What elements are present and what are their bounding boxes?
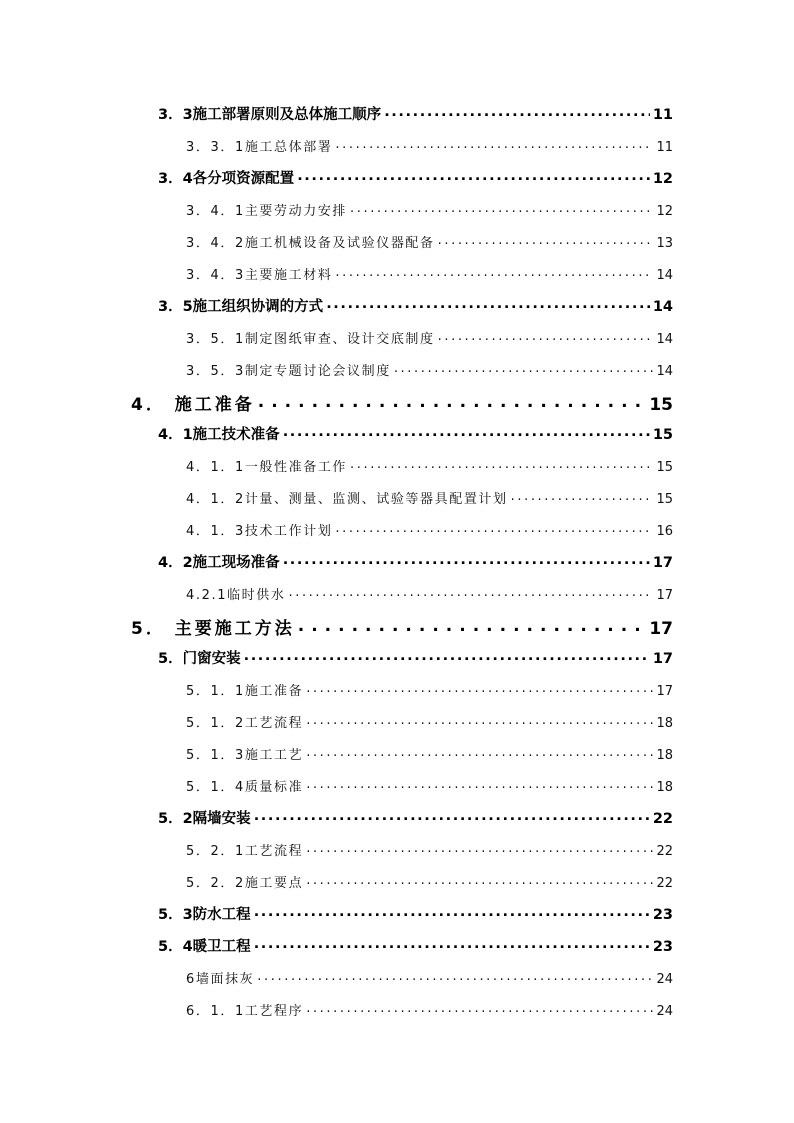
toc-entry-title: 5．1．1施工准备	[186, 684, 304, 699]
dot-leader	[254, 904, 650, 920]
dot-leader	[254, 936, 650, 952]
toc-entry-page: 14	[656, 364, 673, 379]
toc-entry-title: 6墙面抹灰	[186, 972, 255, 987]
dot-leader	[335, 265, 653, 280]
toc-entry-title: 5．门窗安装	[158, 651, 241, 667]
toc-entry-page: 12	[652, 171, 673, 187]
toc-entry-title: 3．4．3主要施工材料	[186, 268, 333, 283]
dot-leader	[438, 329, 654, 344]
toc-entry-page: 18	[656, 716, 673, 731]
dot-leader	[257, 969, 653, 984]
dot-leader	[438, 233, 654, 248]
toc-entry[interactable]	[186, 872, 673, 891]
toc-entry[interactable]	[186, 680, 673, 699]
toc-entry[interactable]	[186, 584, 673, 603]
toc-entry-title: 4． 施工准备	[131, 395, 255, 415]
toc-entry[interactable]	[186, 1000, 673, 1019]
toc-entry-page: 17	[656, 588, 673, 603]
toc-chapter[interactable]	[131, 390, 673, 415]
toc-entry-page: 23	[652, 939, 673, 955]
toc-entry-page: 18	[656, 780, 673, 795]
toc-entry[interactable]	[186, 136, 673, 155]
dot-leader	[335, 521, 653, 536]
toc-entry-title: 4．1施工技术准备	[158, 427, 280, 443]
dot-leader	[254, 808, 650, 824]
dot-leader	[306, 713, 653, 728]
toc-entry[interactable]	[186, 968, 673, 987]
toc-entry-title: 3．5．3制定专题讨论会议制度	[186, 364, 391, 379]
dot-leader	[283, 552, 650, 568]
toc-entry[interactable]	[186, 264, 673, 283]
toc-entry-title: 6．1．1工艺程序	[186, 1004, 304, 1019]
toc-entry[interactable]	[158, 935, 673, 956]
toc-entry[interactable]	[186, 232, 673, 251]
toc-entry[interactable]	[158, 647, 673, 668]
toc-entry-title: 5．2隔墙安装	[158, 811, 251, 827]
toc-entry-title: 5．1．3施工工艺	[186, 748, 304, 763]
toc-entry[interactable]	[186, 744, 673, 763]
toc-entry-title: 3．5施工组织协调的方式	[158, 299, 324, 315]
dot-leader	[306, 681, 653, 696]
toc-entry-title: 4．1．2计量、测量、监测、试验等器具配置计划	[186, 492, 508, 507]
toc-entry[interactable]	[186, 200, 673, 219]
toc-entry[interactable]	[186, 520, 673, 539]
toc-entry-page: 17	[652, 651, 673, 667]
toc-entry-title: 5．3防水工程	[158, 907, 251, 923]
toc-entry-page: 13	[656, 236, 673, 251]
dot-leader	[283, 424, 650, 440]
toc-entry[interactable]	[158, 167, 673, 188]
toc-entry-page: 14	[652, 299, 673, 315]
toc-entry-page: 23	[652, 907, 673, 923]
toc-entry[interactable]	[158, 103, 673, 124]
dot-leader	[306, 777, 653, 792]
toc-entry-title: 3．3施工部署原则及总体施工顺序	[158, 107, 382, 123]
toc-entry-title: 5．1．4质量标准	[186, 780, 304, 795]
toc-entry-page: 22	[656, 844, 673, 859]
toc-entry-page: 17	[649, 619, 673, 639]
toc-entry-page: 14	[656, 332, 673, 347]
toc-entry[interactable]	[158, 295, 673, 316]
toc-entry[interactable]	[158, 423, 673, 444]
toc-entry-page: 16	[656, 524, 673, 539]
toc-chapter[interactable]	[131, 614, 673, 639]
toc-entry-title: 5．1．2工艺流程	[186, 716, 304, 731]
toc-entry-page: 11	[652, 107, 673, 123]
dot-leader	[306, 841, 653, 856]
dot-leader	[394, 361, 654, 376]
toc-entry-page: 15	[649, 395, 673, 415]
toc-entry-page: 17	[656, 684, 673, 699]
toc-entry[interactable]	[186, 776, 673, 795]
toc-entry-title: 3．4．2施工机械设备及试验仪器配备	[186, 236, 435, 251]
dot-leader	[511, 489, 654, 504]
toc-entry-title: 5． 主要施工方法	[131, 619, 295, 639]
toc-entry-title: 5．2．2施工要点	[186, 876, 304, 891]
dot-leader	[306, 1001, 653, 1016]
toc-entry[interactable]	[186, 456, 673, 475]
toc-entry-page: 24	[656, 972, 673, 987]
dot-leader	[306, 745, 653, 760]
toc-entry[interactable]	[186, 488, 673, 507]
dot-leader	[244, 648, 650, 664]
toc-entry-title: 3．4．1主要劳动力安排	[186, 204, 348, 219]
toc-entry-page: 18	[656, 748, 673, 763]
toc-entry[interactable]	[158, 807, 673, 828]
toc-entry-page: 22	[652, 811, 673, 827]
toc-entry-title: 3．5．1制定图纸审查、设计交底制度	[186, 332, 435, 347]
toc-entry-page: 14	[656, 268, 673, 283]
toc-entry-page: 12	[656, 204, 673, 219]
toc-entry-page: 15	[652, 427, 673, 443]
toc-entry-title: 3．3．1施工总体部署	[186, 140, 333, 155]
toc-entry-page: 15	[656, 460, 673, 475]
dot-leader	[298, 616, 647, 636]
dot-leader	[288, 585, 653, 600]
dot-leader	[350, 201, 653, 216]
toc-entry-page: 17	[652, 555, 673, 571]
toc-entry-page: 22	[656, 876, 673, 891]
toc-entry-title: 5．4暖卫工程	[158, 939, 251, 955]
toc-entry[interactable]	[158, 551, 673, 572]
dot-leader	[326, 296, 650, 312]
toc-entry-title: 5．2．1工艺流程	[186, 844, 304, 859]
toc-entry-title: 4.2.1临时供水	[186, 588, 286, 603]
toc-entry[interactable]	[158, 903, 673, 924]
toc-entry[interactable]	[186, 840, 673, 859]
toc-entry-title: 4．1．3技术工作计划	[186, 524, 333, 539]
dot-leader	[335, 137, 653, 152]
dot-leader	[350, 457, 653, 472]
dot-leader	[258, 392, 647, 412]
dot-leader	[384, 104, 650, 120]
dot-leader	[306, 873, 653, 888]
toc-entry[interactable]	[186, 328, 673, 347]
toc-entry-page: 24	[656, 1004, 673, 1019]
toc-entry-page: 11	[656, 140, 673, 155]
toc-entry[interactable]	[186, 712, 673, 731]
dot-leader	[297, 168, 650, 184]
toc-entry-title: 3．4各分项资源配置	[158, 171, 295, 187]
toc-entry-page: 15	[656, 492, 673, 507]
toc-entry[interactable]	[186, 360, 673, 379]
toc-entry-title: 4．1．1一般性准备工作	[186, 460, 348, 475]
toc-entry-title: 4．2施工现场准备	[158, 555, 280, 571]
